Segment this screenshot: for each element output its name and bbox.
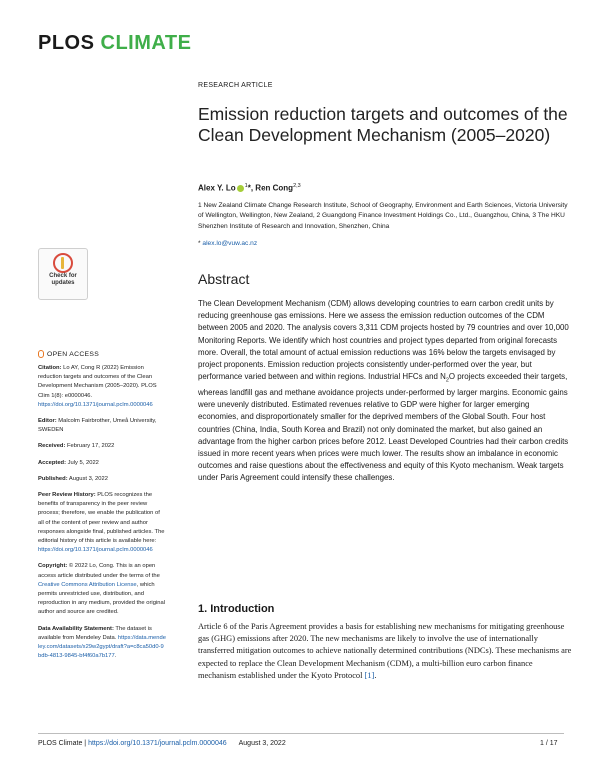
- article-metadata-sidebar: [38, 364, 166, 668]
- peer-review-text: PLOS recognizes the benefits of transparency in the peer review process; therefore, we enable the publication of all of the content of peer review and author responses alongside final, published articles. The editorial history of this article is available here:: [38, 492, 165, 545]
- data-availability-end: .: [114, 653, 117, 660]
- check-updates-label: [39, 273, 87, 287]
- check-for-updates-badge[interactable]: [38, 248, 88, 300]
- citation-text: Lo AY, Cong R (2022) Emission reduction targets and outcomes of the Clean Development Mechanism (2005–2020). PLOS Clim 1(8): e0000046.: [38, 365, 157, 399]
- badge-line-2: updates: [51, 280, 75, 286]
- copyright-label: Copyright:: [38, 563, 68, 570]
- citation-label: Citation:: [38, 365, 62, 371]
- introduction-end: .: [374, 670, 377, 680]
- check-updates-icon: [53, 253, 73, 273]
- introduction-text: Article 6 of the Paris Agreement provides a basis for establishing new mechanisms for mitigating greenhouse gas (GHG) emissions after 2020. The new mechanisms are likely to involve the use of internationally transferred mitigation outcomes to achieve nationally determined contributions (NDCs). These mechanisms are expected to replace the Clean Development Mechanism (CDM), a multi-billion euro carbon finance mechanism established under the Kyoto Protocol: [198, 622, 572, 680]
- badge-line-1: Check for: [49, 273, 77, 279]
- author-name: Ren Cong: [255, 183, 294, 193]
- abstract-body: [198, 298, 570, 485]
- article-title: Emission reduction targets and outcomes of the Clean Development Mechanism (2005–2020): [198, 104, 568, 145]
- editor: [38, 417, 166, 435]
- page-footer: [38, 740, 286, 747]
- peer-review-link[interactable]: https://doi.org/10.1371/journal.pclm.0000046: [38, 547, 153, 554]
- published-value: August 3, 2022: [67, 475, 108, 482]
- orcid-icon[interactable]: [237, 185, 244, 192]
- author-affiliation-sup: 1: [244, 183, 248, 189]
- accepted-label: Accepted:: [38, 459, 67, 466]
- abstract-text: The Clean Development Mechanism (CDM) allows developing countries to earn carbon credit units by reducing greenhouse gas emissions. Here we assess the emission reduction outcomes of the CDM between 2005 and 2020. The analysis covers 3,311 CDM projects hosted by 79 countries and over 10,000 Monitoring Reports. We identify which host countries and project types departed from original forecasts more. Overall, the total amount of actual emission reductions was 16% below the targets envisaged by project proponents. Emission reduction projects consistently under-performed over the year, but performance varied between and within regions. Industrial HFCs and N: [198, 299, 569, 382]
- author-separator: ,: [250, 183, 256, 193]
- journal-name-climate: CLIMATE: [100, 32, 192, 54]
- copyright-text: © 2022 Lo, Cong. This is an open access article distributed under the terms of the: [38, 563, 160, 579]
- email-prefix: *: [198, 240, 203, 247]
- reference-link[interactable]: [1]: [364, 670, 375, 680]
- corresponding-email: [198, 240, 257, 247]
- editor-label: Editor:: [38, 418, 57, 425]
- copyright-text-end: , which permits unrestricted use, distribution, and reproduction in any medium, provided the original author and source are credited.: [38, 581, 165, 616]
- journal-name-plos: PLOS: [38, 32, 95, 54]
- author-name: Alex Y. Lo: [198, 183, 236, 193]
- peer-review-history: [38, 491, 166, 555]
- corresponding-mark: *: [247, 183, 251, 193]
- editor-text: Malcolm Fairbrother, Umeå University, SWEDEN: [38, 418, 157, 434]
- citation: [38, 364, 166, 410]
- peer-review-label: Peer Review History:: [38, 492, 96, 499]
- abstract-text-cont: O projects exceeded their targets, whereas landfill gas and methane avoidance projects under-performed by larger margins. Economic gains were unevenly distributed. Estimated revenues relative to GDP were higher for larger emerging economies, and disproportionately smaller for the deprived members of the Global South. Four host countries (China, India, South Korea and Brazil) not only dominated the market, but also gained an advantage from the higher carbon prices before 2012. Least Developed Countries had their carbon credits issued in more recent years when prices were much lower. The results show an imbalance in economic outcomes and raise questions about the effectiveness and equity of this Kyoto mechanism. Weak targets under Paris Agreement could intensify these challenges.: [198, 372, 569, 483]
- license-link[interactable]: Creative Commons Attribution License: [38, 581, 137, 588]
- open-access-text: OPEN ACCESS: [47, 351, 100, 358]
- accepted-value: July 5, 2022: [66, 459, 99, 466]
- article-type: RESEARCH ARTICLE: [198, 82, 273, 89]
- received-date: [38, 442, 166, 451]
- footer-doi-link[interactable]: https://doi.org/10.1371/journal.pclm.0000046: [88, 740, 227, 747]
- data-availability: [38, 625, 166, 662]
- abstract-subscript: 2: [445, 377, 449, 384]
- email-link[interactable]: alex.lo@vuw.ac.nz: [202, 240, 258, 247]
- data-availability-text: The dataset is available from Mendeley Data.: [38, 625, 152, 641]
- published-date: [38, 475, 166, 484]
- dataset-link[interactable]: https://data.mendeley.com/datasets/x29w2gypt/draft?a=c8ca50d0-9bdb-4813-9845-bf4f60a7b177: [38, 634, 166, 660]
- introduction-heading: 1. Introduction: [198, 603, 275, 615]
- published-label: Published:: [38, 475, 68, 482]
- page-number: 1 / 17: [540, 740, 558, 747]
- abstract-heading: Abstract: [198, 271, 250, 287]
- footer-date: August 3, 2022: [238, 740, 286, 747]
- open-access-lock-icon: [38, 350, 44, 358]
- footer-separator: |: [82, 740, 89, 747]
- received-value: February 17, 2022: [65, 443, 115, 450]
- author-affiliation-sup: 2,3: [293, 183, 301, 189]
- citation-doi-link[interactable]: https://doi.org/10.1371/journal.pclm.0000046: [38, 401, 153, 408]
- introduction-body: [198, 621, 572, 682]
- affiliations: 1 New Zealand Climate Change Research Institute, School of Geography, Environment and Earth Sciences, Victoria University of Wellington, Wellington, New Zealand, 2 Guangdong Finance Investment Holdings Co., Ltd., Guangzhou, China, 3 The HKU Shenzhen Institute of Research and Innovation, Shenzhen, China: [198, 202, 568, 230]
- accepted-date: [38, 459, 166, 468]
- footer-divider: [38, 733, 564, 734]
- open-access-label: [38, 350, 99, 358]
- footer-journal: PLOS Climate: [38, 740, 83, 747]
- journal-logo: [38, 32, 191, 55]
- copyright: [38, 562, 166, 617]
- data-availability-label: Data Availability Statement:: [38, 625, 114, 632]
- author-list: [198, 183, 301, 193]
- received-label: Received:: [38, 443, 66, 450]
